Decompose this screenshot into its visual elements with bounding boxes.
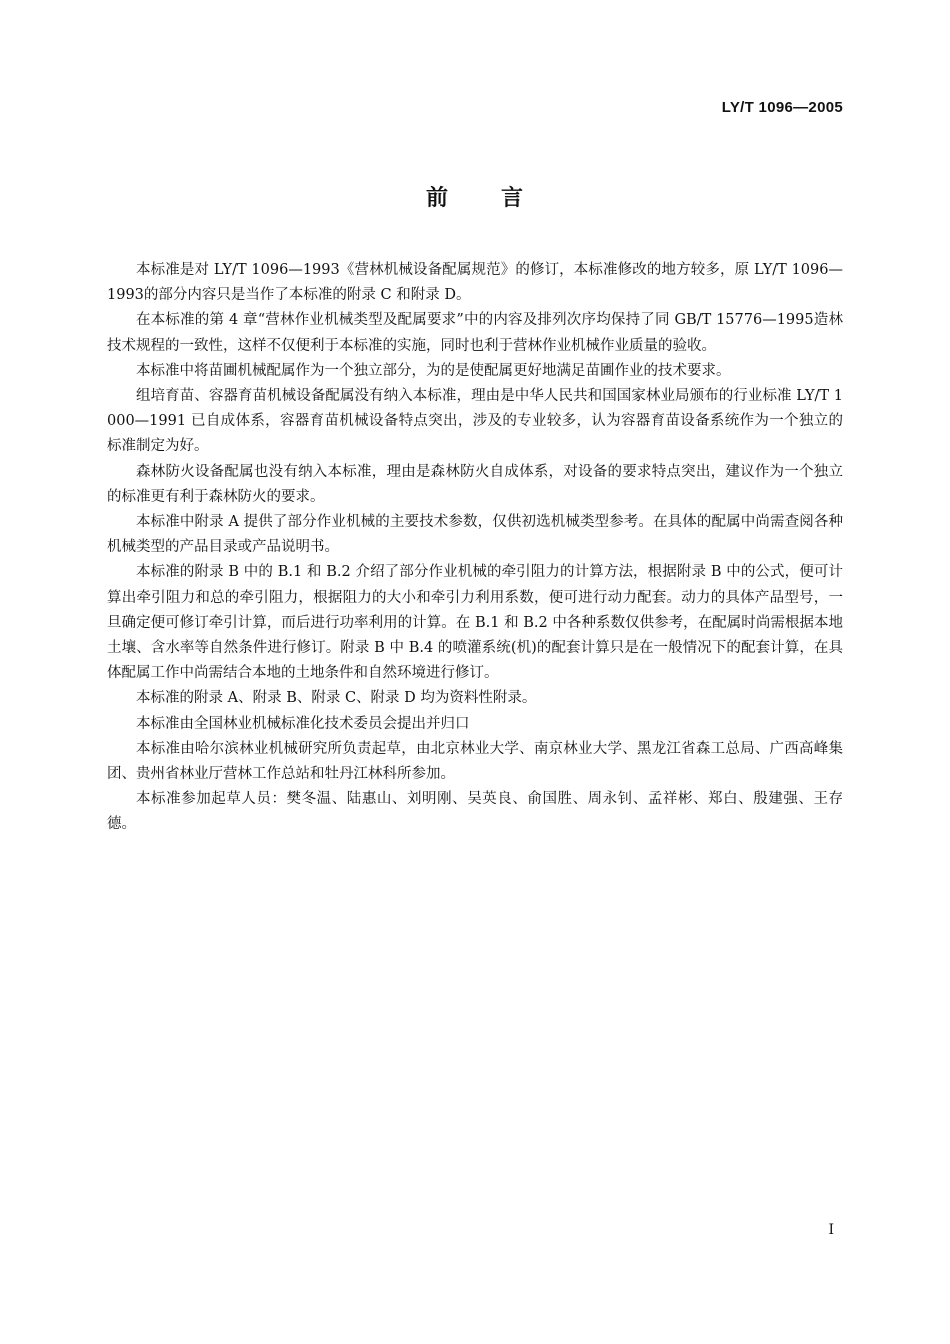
paragraph-7: 本标准的附录 B 中的 B.1 和 B.2 介绍了部分作业机械的牵引阻力的计算方法，根据附录 B 中的公式，便可计算出牵引阻力和总的牵引阻力，根据阻力的大小和牵引力利用系数，便可进行动力配套。动力的具体产品型号，一旦确定便可修订牵引计算，而后进行功率利用的计算。在 B.1 和 B.2 中各种系数仅供参考，在配属时尚需根据本地土壤、含水率等自然条件进行修订。附录 B 中 B.4 的喷灌系统(机)的配套计算只是在一般情况下的配套计算，在具体配属工作中尚需结合本地的土地条件和自然环境进行修订。 — [107, 564, 843, 682]
foreword-body — [107, 258, 843, 838]
page-number: I — [828, 1222, 834, 1238]
paragraph-2: 在本标准的第 4 章“营林作业机械类型及配属要求”中的内容及排列次序均保持了同 GB/T 15776—1995造林技术规程的一致性，这样不仅便利于本标准的实施，同时也利于营林作业机械作业质量的验收。 — [107, 312, 843, 354]
paragraph-11: 本标准参加起草人员：樊冬温、陆惠山、刘明刚、吴英良、俞国胜、周永钊、孟祥彬、郑白、殷建强、王存德。 — [107, 791, 843, 833]
paragraph-8: 本标准的附录 A、附录 B、附录 C、附录 D 均为资料性附录。 — [136, 690, 537, 707]
paragraph-6: 本标准中附录 A 提供了部分作业机械的主要技术参数，仅供初选机械类型参考。在具体的配属中尚需查阅各种机械类型的产品目录或产品说明书。 — [107, 514, 843, 556]
title-part-2: 言 — [501, 186, 525, 211]
title-part-1: 前 — [425, 186, 449, 211]
paragraph-10: 本标准由哈尔滨林业机械研究所负责起草，由北京林业大学、南京林业大学、黑龙江省森工总局、广西高峰集团、贵州省林业厅营林工作总站和牡丹江林科所参加。 — [107, 740, 843, 783]
page-title — [0, 181, 950, 212]
paragraph-5: 森林防火设备配属也没有纳入本标准，理由是森林防火自成体系，对设备的要求特点突出，建议作为一个独立的标准更有利于森林防火的要求。 — [107, 463, 843, 505]
paragraph-3: 本标准中将苗圃机械配属作为一个独立部分，为的是使配属更好地满足苗圃作业的技术要求。 — [136, 362, 731, 379]
standard-code: LY/T 1096—2005 — [721, 99, 843, 116]
paragraph-1: 本标准是对 LY/T 1096—1993《营林机械设备配属规范》的修订，本标准修改的地方较多，原 LY/T 1096—1993的部分内容只是当作了本标准的附录 C 和附录 D。 — [107, 262, 843, 304]
paragraph-9: 本标准由全国林业机械标准化技术委员会提出并归口 — [136, 715, 470, 732]
paragraph-4: 组培育苗、容器育苗机械设备配属没有纳入本标准，理由是中华人民共和国国家林业局颁布的行业标准 LY/T 1000—1991 已自成体系，容器育苗机械设备特点突出，涉及的专业较多，认为容器育苗设备系统作为一个独立的标准制定为好。 — [107, 388, 843, 455]
